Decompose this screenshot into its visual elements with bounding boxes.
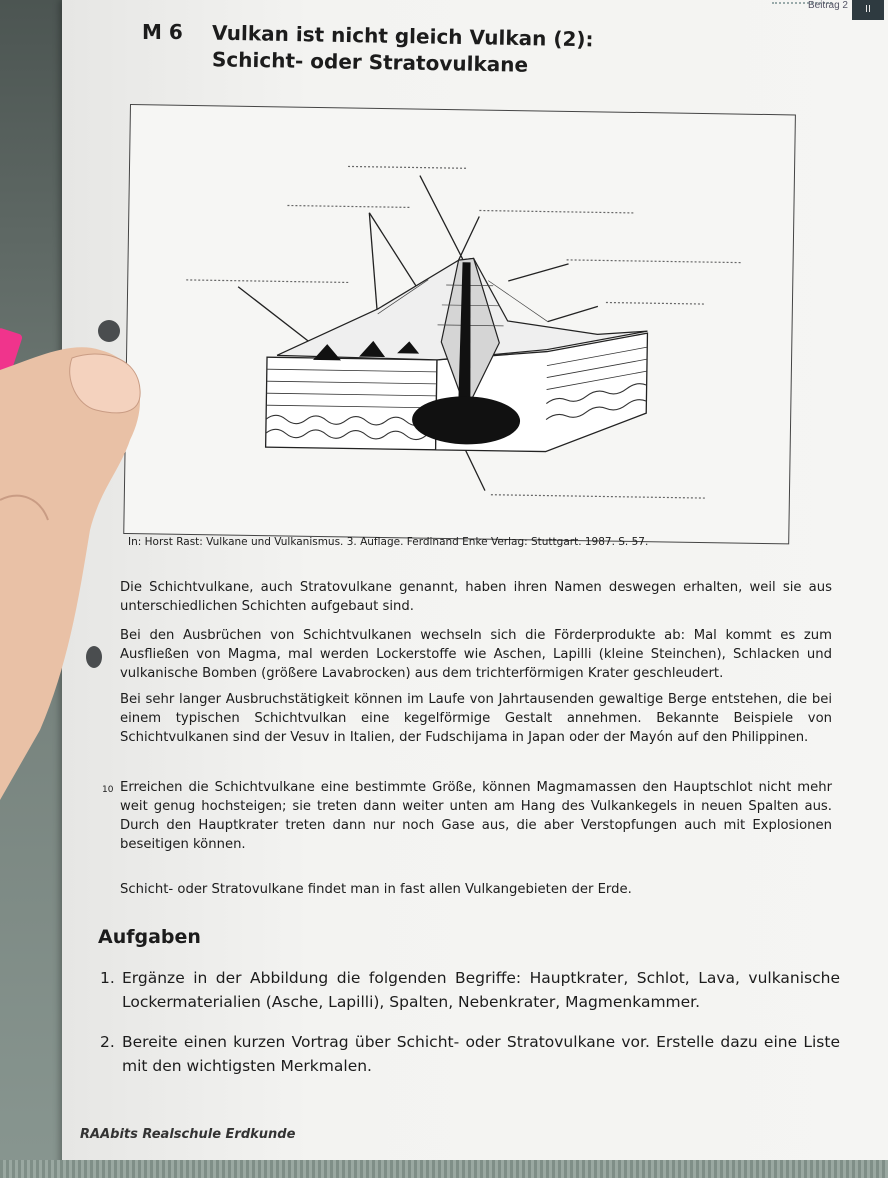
- line-number: 10: [102, 785, 114, 795]
- label-blank-1: [348, 166, 468, 168]
- label-blank-3: [479, 211, 635, 213]
- header-badge: [728, 0, 888, 20]
- page-title: Vulkan ist nicht gleich Vulkan (2):: [211, 20, 594, 52]
- paragraph-5: Schicht- oder Stratovulkane findet man in fast allen Vulkangebieten der Erde.: [120, 882, 632, 897]
- background-strip: [0, 1160, 888, 1178]
- task-1: [100, 966, 840, 1014]
- volcano-figure: [123, 104, 796, 544]
- label-blank-2: [287, 205, 409, 207]
- label-blank-4: [567, 260, 741, 263]
- paragraph-4: [102, 778, 832, 854]
- stratovolcano-diagram: [124, 105, 797, 545]
- material-code: M 6: [142, 20, 183, 44]
- paragraph-2: Bei den Ausbrüchen von Schichtvulkanen wechseln sich die Förderprodukte ab: Mal kommt es zum Ausfließen von Magma, mal werden Lockerstoffe wie Aschen, Lapilli (kleine Steinchen), Schlacken und vulkanische Bomben (größere Lavabrocken) aus dem trichterförmigen Krater geschleudert.: [120, 628, 832, 681]
- hand-holding-page: [0, 330, 150, 800]
- badge-text: Beitrag 2: [807, 0, 848, 11]
- tasks-heading: Aufgaben: [98, 926, 201, 948]
- label-blank-5: [186, 280, 348, 283]
- footer-note: RAAbits Realschule Erdkunde: [80, 1127, 296, 1142]
- badge-box: II: [852, 0, 884, 20]
- page-subtitle: Schicht- oder Stratovulkane: [211, 47, 529, 77]
- task-number: 1.: [100, 969, 115, 987]
- label-blank-6: [606, 303, 704, 305]
- task-text: Bereite einen kurzen Vortrag über Schicht- oder Stratovulkane vor. Erstelle dazu eine Liste mit den wichtigsten Merkmalen.: [122, 1033, 840, 1075]
- paragraph-1: Die Schichtvulkane, auch Stratovulkane genannt, haben ihren Namen deswegen erhalten, weil sie aus unterschiedlichen Schichten aufgebaut sind.: [120, 580, 832, 614]
- task-number: 2.: [100, 1033, 115, 1051]
- paragraph-3: Bei sehr langer Ausbruchstätigkeit können im Laufe von Jahrtausenden gewaltige Berge entstehen, die bei einem typischen Schichtvulkan eine kegelförmige Gestalt annehmen. Bekannte Beispiele von Schichtvulkanen sind der Vesuv in Italien, der Fudschijama in Japan oder der Mayón auf den Philippinen.: [120, 692, 832, 745]
- label-blank-7: [491, 495, 705, 498]
- task-text: Ergänze in der Abbildung die folgenden Begriffe: Hauptkrater, Schlot, Lava, vulkanische Lockermaterialien (Asche, Lapilli), Spalten, Nebenkrater, Magmenkammer.: [122, 969, 840, 1011]
- paragraph-4-text: Erreichen die Schichtvulkane eine bestimmte Größe, können Magmamassen den Hauptschlot nicht mehr weit genug hochsteigen; sie treten dann weiter unten am Hang des Vulkankegels in neuen Spalten aus. Durch den Hauptkrater treten dann nur noch Gase aus, die aber Verstopfungen auch mit Explosionen beseitigen können.: [120, 780, 832, 852]
- task-2: [100, 1030, 840, 1078]
- figure-caption: In: Horst Rast: Vulkane und Vulkanismus. 3. Auflage. Ferdinand Enke Verlag: Stuttgart. 1987. S. 57.: [128, 536, 649, 548]
